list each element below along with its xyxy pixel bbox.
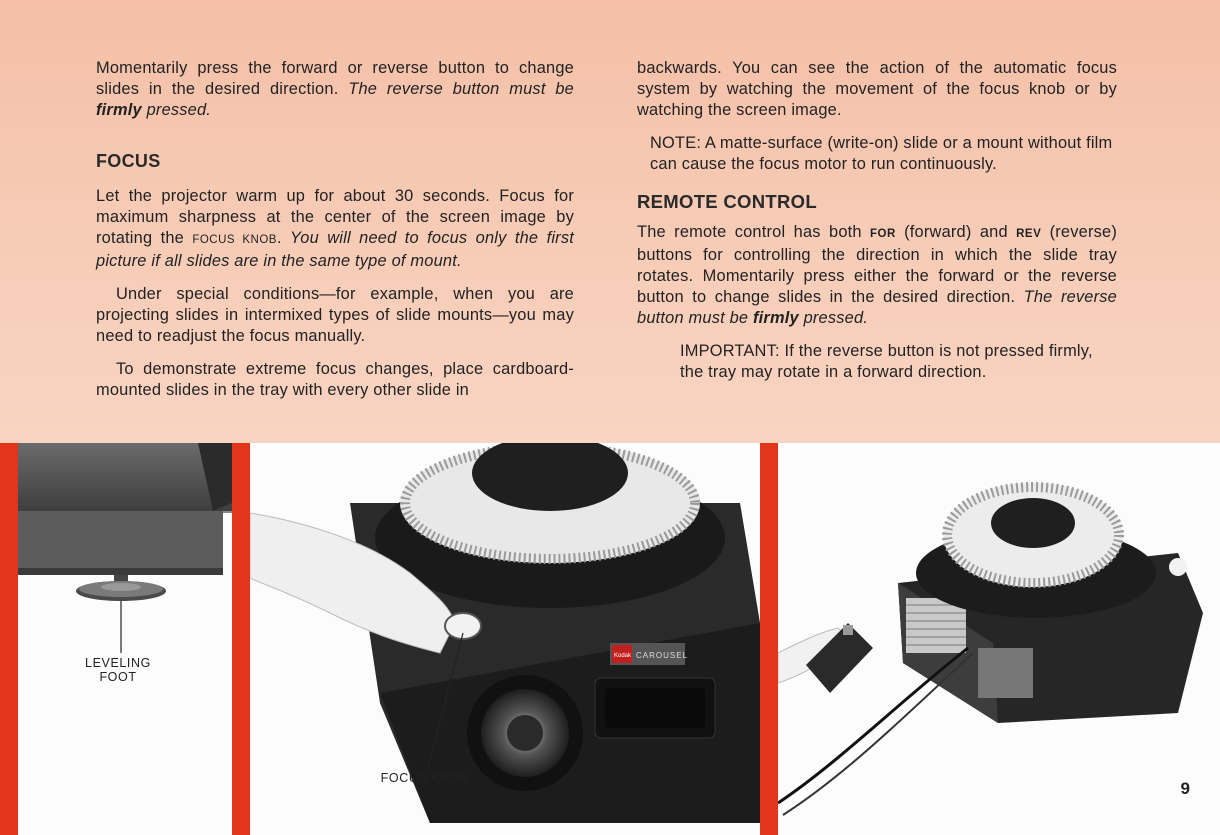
right-column — [637, 58, 1117, 383]
page-number: 9 — [1180, 779, 1190, 798]
paragraph-special-conditions: Under special conditions—for example, when you are projecting slides in intermixed types of slide mounts—you may need to readjust the focus manually. — [96, 285, 574, 345]
leveling-foot-caption — [68, 656, 168, 684]
paragraph-remote — [637, 222, 1117, 329]
italic-span: You will need to focus only the first picture if all slides are in the same type of mount. — [96, 229, 574, 270]
leveling-foot-photo — [18, 443, 232, 835]
text-span: The remote control has both — [637, 223, 871, 241]
remote-control-heading: REMOTE CONTROL — [637, 191, 817, 212]
paragraph-change-slides — [96, 58, 574, 121]
important-paragraph: IMPORTANT: If the reverse button is not pressed firmly, the tray may rotate in a forward direction. — [680, 342, 1093, 381]
red-divider — [0, 443, 18, 835]
photo-strip — [0, 443, 1220, 835]
smallcaps-span: FOCUS KNOB — [192, 234, 277, 246]
projector-illustration — [250, 443, 760, 835]
remote-control-photo — [778, 443, 1220, 835]
bold-italic-span: firmly — [752, 309, 799, 327]
text-span: Let the projector warm up for about 30 seconds. Focus for maximum sharpness at the center of the screen image by rotating the — [96, 187, 574, 247]
brand-label: Kodak — [614, 653, 632, 659]
italic-span: pressed. — [798, 309, 869, 327]
text-span: (reverse) buttons for controlling the direction in which the slide tray rotates. Momentarily press either the forward or the reverse button to change slides in the desired direction. — [637, 223, 1117, 306]
paragraph-focus — [96, 186, 574, 272]
leveling-foot-illustration — [18, 443, 232, 835]
note-paragraph: NOTE: A matte-surface (write-on) slide or a mount without film can cause the focus motor to run continuously. — [650, 134, 1113, 173]
for-label: FOR — [870, 228, 896, 240]
caption-line: LEVELING — [85, 656, 151, 670]
caption-line: FOOT — [99, 670, 137, 684]
focus-knob-caption: FOCUS KNOB — [380, 771, 470, 785]
italic-span: pressed. — [141, 101, 212, 119]
remote-control-illustration — [778, 443, 1220, 835]
text-span: . — [276, 229, 291, 247]
rev-label: REV — [1016, 228, 1042, 240]
italic-span: The reverse button must be — [637, 288, 1117, 327]
bold-italic-span: firmly — [96, 101, 142, 119]
red-divider — [232, 443, 250, 835]
left-column — [96, 58, 574, 401]
red-divider — [760, 443, 778, 835]
carousel-label: CAROUSEL — [636, 651, 689, 660]
text-span: (forward) and — [895, 223, 1017, 241]
italic-span: The reverse button must be — [348, 80, 574, 98]
paragraph-backwards: backwards. You can see the action of the automatic focus system by watching the movement of the focus knob or by watching the screen image. — [637, 59, 1117, 119]
text-span: Momentarily press the forward or reverse button to change slides in the desired direction. — [96, 59, 574, 98]
paragraph-demonstrate: To demonstrate extreme focus changes, place cardboard-mounted slides in the tray with every other slide in — [96, 360, 574, 399]
focus-knob-photo — [250, 443, 760, 835]
focus-heading: FOCUS — [96, 151, 161, 171]
